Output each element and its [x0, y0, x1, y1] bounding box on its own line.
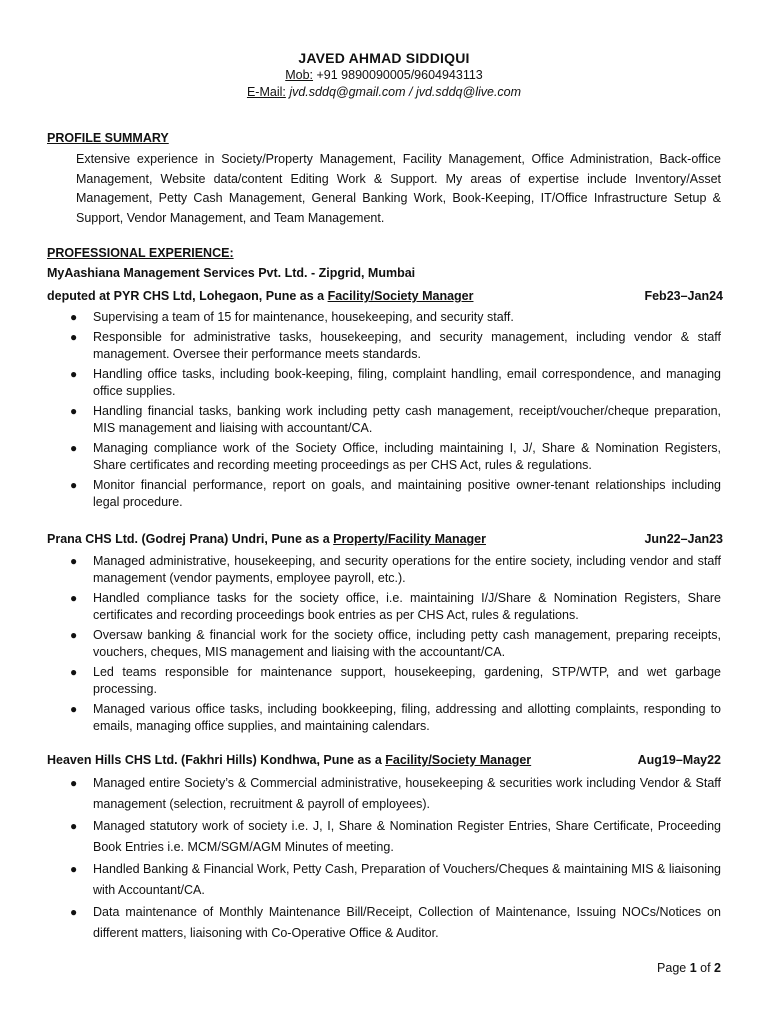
bullet-icon: ●: [70, 628, 78, 642]
list-item: ● Managed administrative, housekeeping, and security operations for the entire society, including vendor and staff management (vendor payments, employee payroll, etc.).: [70, 554, 725, 585]
list-item: ● Managed various office tasks, including bookkeeping, filing, addressing and allotting complaints, responding to emails, managing office supplies, and maintaining calendars.: [70, 702, 725, 733]
job3-prefix: Heaven Hills CHS Ltd. (Fakhri Hills) Kondhwa, Pune as a: [47, 753, 386, 767]
bullet-icon: ●: [70, 702, 78, 716]
job3-bullets: [0, 773, 768, 945]
resume-header: [0, 50, 768, 101]
profile-summary-text: Extensive experience in Society/Property Management, Facility Management, Office Administration, Back-office Management, Website data/content Editing Work & Support. My areas of expertise include Inventory/Asset Management, Petty Cash Management, General Banking Work, Book-Keeping, IT/Office Infrastructure Setup & Support, Vendor Management, and Team Management.: [76, 152, 725, 225]
bullet-icon: ●: [70, 404, 78, 418]
list-item: ● Responsible for administrative tasks, housekeeping, and security management, including vendor & staff management. Oversee their performance meets standards.: [70, 330, 725, 361]
list-item: ● Monitor financial performance, report on goals, and maintaining positive owner-tenant relationships including legal procedure.: [70, 478, 725, 509]
job2-position: [47, 532, 486, 546]
bullet-icon: ●: [70, 330, 78, 344]
job1-dates: Feb23–Jan24: [644, 289, 723, 303]
job1-role: Facility/Society Manager: [327, 289, 474, 303]
job2-title-line: [47, 532, 723, 546]
job1-title-line: [47, 289, 723, 303]
email-value: jvd.sddq@gmail.com / jvd.sddq@live.com: [285, 85, 522, 99]
list-item: ● Handling office tasks, including book-keeping, filing, complaint handling, email correspondence, and managing office supplies.: [70, 367, 725, 398]
job3-dates: Aug19–May22: [637, 753, 721, 767]
bullet-icon: ●: [70, 819, 78, 833]
bullet-icon: ●: [70, 665, 78, 679]
list-item: ● Oversaw banking & financial work for the society office, including petty cash management, preparing receipts, vouchers, cheques, MIS management and liaising with the accountant/CA.: [70, 628, 725, 659]
email-label: E-Mail:: [246, 85, 286, 99]
job1-company: MyAashiana Management Services Pvt. Ltd. - Zipgrid, Mumbai: [47, 266, 416, 280]
bullet-icon: ●: [70, 310, 78, 324]
job2-prefix: Prana CHS Ltd. (Godrej Prana) Undri, Pune as a: [47, 532, 334, 546]
bullet-icon: ●: [70, 591, 78, 605]
job3-position: [47, 753, 531, 767]
list-item: ● Handling financial tasks, banking work including petty cash management, receipt/voucher/cheque preparation, MIS management and liaising with accountant/CA.: [70, 404, 725, 435]
current-page: 1: [689, 961, 697, 975]
bullet-icon: ●: [70, 905, 78, 919]
list-item: ● Supervising a team of 15 for maintenance, housekeeping, and security staff.: [70, 310, 514, 324]
job2-role: Property/Facility Manager: [333, 532, 486, 546]
list-item: ● Data maintenance of Monthly Maintenance Bill/Receipt, Collection of Maintenance, Issuing NOCs/Notices on different matters, liaisoning with Co-Operative Office & Auditor.: [0, 902, 721, 944]
job3-title-line: [47, 753, 721, 767]
bullet-icon: ●: [70, 441, 78, 455]
page-number: Page 1 of 2: [657, 961, 721, 975]
mobile-value: +91 9890090005/9604943113: [313, 68, 483, 82]
job3-role: Facility/Society Manager: [385, 753, 532, 767]
profile-summary-heading: PROFILE SUMMARY: [47, 131, 169, 145]
bullet-icon: ●: [70, 554, 78, 568]
list-item: ● Handled Banking & Financial Work, Petty Cash, Preparation of Vouchers/Cheques & maintaining MIS & liaisoning with Accountant/CA.: [0, 859, 721, 901]
job1-bullets: [0, 309, 768, 514]
list-item: ● Led teams responsible for maintenance support, housekeeping, gardening, STP/WTP, and wet garbage processing.: [70, 665, 725, 696]
experience-heading: PROFESSIONAL EXPERIENCE:: [47, 246, 234, 260]
job2-bullets: [0, 553, 768, 738]
bullet-icon: ●: [70, 478, 78, 492]
job1-prefix: deputed at PYR CHS Ltd, Lohegaon, Pune as a: [47, 289, 328, 303]
mobile-label: Mob:: [285, 68, 314, 82]
list-item: ● Handled compliance tasks for the society office, i.e. maintaining I/J/Share & Nomination Registers, Share certificates and recording proceedings book entries as per CHS Act, rules & regulations.: [70, 591, 725, 622]
job2-dates: Jun22–Jan23: [644, 532, 723, 546]
list-item: ● Managed entire Society’s & Commercial administrative, housekeeping & securities work including Vendor & Staff management (selection, recruitment & payroll of employees).: [0, 773, 721, 815]
candidate-name: JAVED AHMAD SIDDIQUI: [298, 50, 470, 66]
bullet-icon: ●: [70, 367, 78, 381]
list-item: ● Managing compliance work of the Society Office, including maintaining I, J/, Share & Nomination Registers, Share certificates and recording meeting proceedings as per CHS Act, rules & regulations.: [70, 441, 725, 472]
list-item: ● Managed statutory work of society i.e. J, I, Share & Nomination Register Entries, Share Certificate, Proceeding Book Entries i.e. MCM/SGM/AGM Minutes of meeting.: [0, 816, 721, 858]
mobile-line: [0, 67, 768, 84]
bullet-icon: ●: [70, 776, 78, 790]
email-line: [0, 84, 768, 101]
job1-position: [47, 289, 473, 303]
total-pages: 2: [714, 961, 721, 975]
bullet-icon: ●: [70, 862, 78, 876]
